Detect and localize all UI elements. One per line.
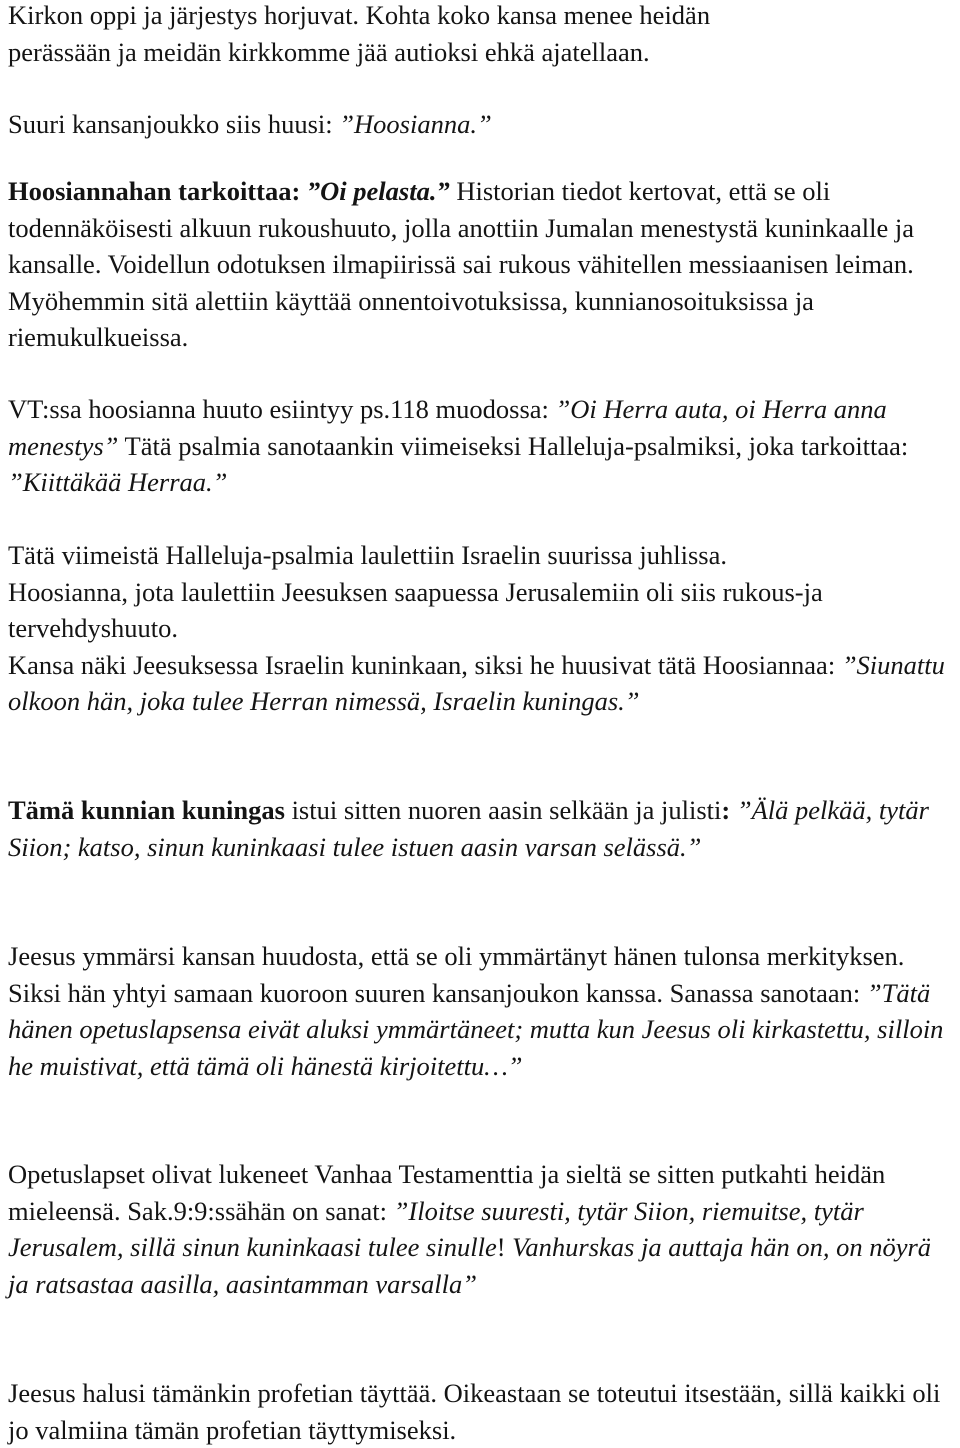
p4-text-2: Tätä psalmia sanotaankin viimeiseksi Halleluja-psalmiksi, joka tarkoittaa: <box>118 430 909 461</box>
p8-quote-1: ”Iloitse suuresti, tytär Siion, riemuitse, tytär Jerusalem, sillä sinun kuninkaasi tulee sinulle <box>8 1195 864 1262</box>
p9-text: Jeesus halusi tämänkin profetian täyttää. Oikeastaan se toteutui itsestään, sillä kaikki oli jo valmiina tämän profetian täyttymiseksi. <box>8 1378 941 1445</box>
paragraph-5 <box>8 537 956 720</box>
p5-line-1: Tätä viimeistä Halleluja-psalmia laulettiin Israelin suurissa juhlissa. <box>8 540 727 570</box>
p5-line-2: Hoosianna, jota laulettiin Jeesuksen saapuessa Jerusalemiin oli siis rukous-ja tervehdyshuuto. <box>8 576 823 643</box>
p3-bold-intro: Hoosiannahan tarkoittaa: <box>8 176 307 206</box>
paragraph-6 <box>8 792 956 865</box>
paragraph-4 <box>8 391 956 501</box>
p4-text-1: VT:ssa hoosianna huuto esiintyy ps.118 muodossa: <box>8 394 556 424</box>
paragraph-7 <box>8 938 956 1084</box>
p5-quote-3: ”Siunattu olkoon hän, joka tulee Herran nimessä, Israelin kuningas.” <box>8 649 945 716</box>
paragraph-2 <box>8 106 956 143</box>
p1-line-2: perässään ja meidän kirkkomme jää autioksi ehkä ajatellaan. <box>8 36 650 67</box>
p6-bold-1: Tämä kunnian kuningas <box>8 795 285 825</box>
paragraph-8 <box>8 1156 956 1302</box>
p4-quote-2: ”Kiittäkää Herraa.” <box>8 467 228 497</box>
p2-quote: ”Hoosianna.” <box>339 109 492 139</box>
p3-bold-quote: ”Oi pelasta.” <box>306 176 450 206</box>
paragraph-3 <box>8 173 956 356</box>
p2-intro: Suuri kansanjoukko siis huusi: <box>8 109 340 139</box>
paragraph-1 <box>8 0 956 70</box>
p6-bold-2: : <box>721 795 731 825</box>
p3-text: Historian tiedot kertovat, että se oli todennäköisesti alkuun rukoushuuto, jolla anottiin Jumalan menestystä kuninkaalle ja kansalle. Voidellun odotuksen ilmapiirissä sai rukous vähitellen messiaanisen leiman. Myöhemmin sitä alettiin käyttää onnentoivotuksissa, kunnianosoituksissa ja riemukulkueissa. <box>8 176 914 352</box>
p7-text-1: Jeesus ymmärsi kansan huudosta, että se oli ymmärtänyt hänen tulonsa merkityksen. Siksi hän yhtyi samaan kuoroon suuren kansanjoukon kanssa. Sanassa sanotaan: <box>8 941 905 1008</box>
p1-line-1: Kirkon oppi ja järjestys horjuvat. Kohta koko kansa menee heidän <box>8 0 711 30</box>
p6-text: istui sitten nuoren aasin selkään ja julisti <box>284 795 722 825</box>
p7-quote: ”Tätä hänen opetuslapsensa eivät aluksi ymmärtäneet; mutta kun Jeesus oli kirkastettu, silloin he muistivat, että tämä oli hänestä kirjoitettu…” <box>8 977 944 1081</box>
paragraph-9 <box>8 1375 956 1448</box>
p4-quote-1: ”Oi Herra auta, oi Herra anna menestys” <box>8 394 887 461</box>
p8-upright: ! <box>496 1232 506 1262</box>
p5-text-3: Kansa näki Jeesuksessa Israelin kuninkaan, siksi he huusivat tätä Hoosiannaa: <box>8 649 842 680</box>
p8-quote-2: Vanhurskas ja auttaja hän on, on nöyrä ja ratsastaa aasilla, aasintamman varsalla” <box>8 1232 932 1299</box>
p6-quote: ”Älä pelkää, tytär Siion; katso, sinun kuninkaasi tulee istuen aasin varsan selässä.” <box>8 795 929 862</box>
p8-text-1: Opetuslapset olivat lukeneet Vanhaa Testamenttia ja sieltä se sitten putkahti heidän mieleensä. Sak.9:9:ssähän on sanat: <box>8 1159 886 1226</box>
